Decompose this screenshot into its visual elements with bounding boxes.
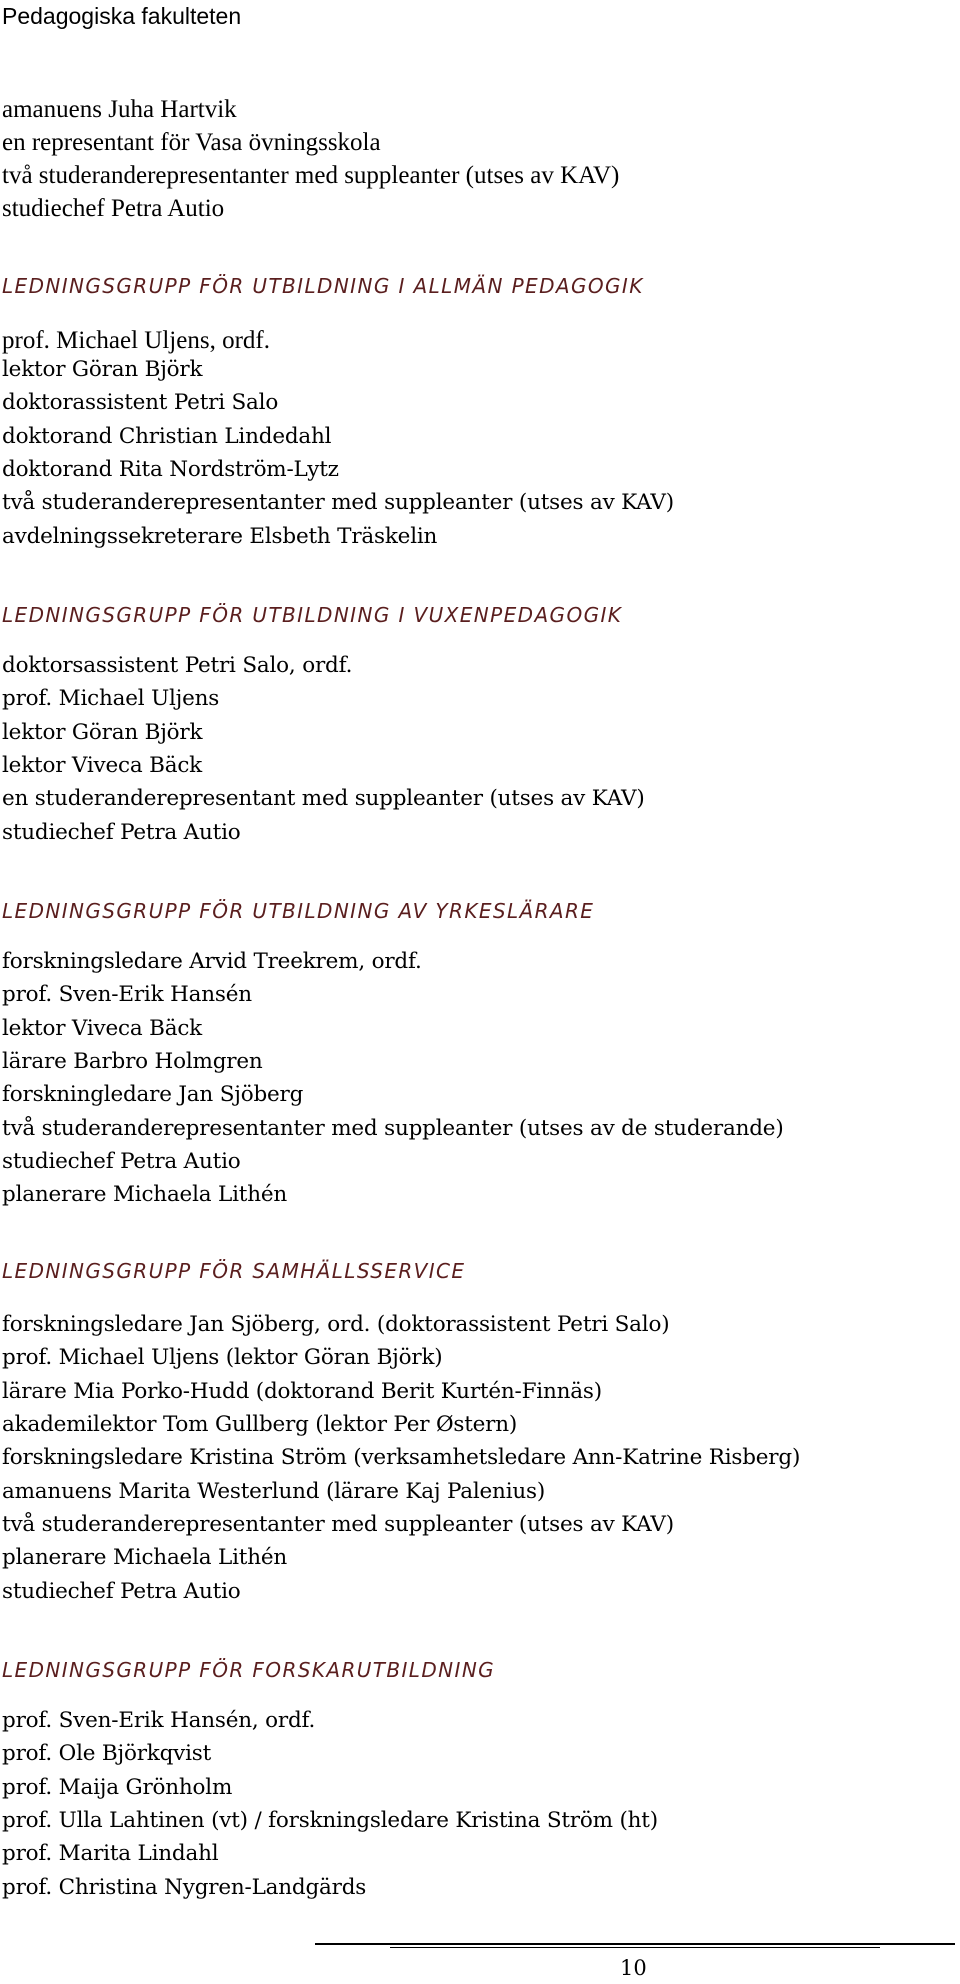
member-line: doktorand Rita Nordström-Lytz <box>2 457 339 482</box>
member-line: två studeranderepresentanter med suppleanter (utses av de studerande) <box>2 1116 784 1141</box>
member-line: två studeranderepresentanter med suppleanter (utses av KAV) <box>2 1512 674 1537</box>
footer-rule-bottom <box>390 1947 880 1948</box>
member-line: amanuens Marita Westerlund (lärare Kaj Palenius) <box>2 1479 546 1504</box>
member-line: forskningsledare Jan Sjöberg, ord. (doktorassistent Petri Salo) <box>2 1312 670 1337</box>
intro-member: studiechef Petra Autio <box>2 195 225 222</box>
member-line: lektor Viveca Bäck <box>2 753 202 778</box>
member-line: lektor Göran Björk <box>2 720 203 745</box>
member-line: prof. Sven-Erik Hansén, ordf. <box>2 1708 316 1733</box>
member-line: prof. Maija Grönholm <box>2 1775 233 1800</box>
member-line: planerare Michaela Lithén <box>2 1545 288 1570</box>
footer-rule-top <box>315 1943 955 1945</box>
member-line: forskningsledare Kristina Ström (verksamhetsledare Ann-Katrine Risberg) <box>2 1445 801 1470</box>
page-number: 10 <box>620 1956 647 1980</box>
member-line: prof. Ole Björkqvist <box>2 1741 212 1766</box>
member-line: prof. Michael Uljens, ordf. <box>2 327 270 354</box>
member-line: studiechef Petra Autio <box>2 1579 241 1604</box>
intro-member: en representant för Vasa övningsskola <box>2 129 381 156</box>
intro-member: amanuens Juha Hartvik <box>2 96 237 123</box>
member-line: lärare Mia Porko-Hudd (doktorand Berit Kurtén-Finnäs) <box>2 1379 602 1404</box>
member-line: planerare Michaela Lithén <box>2 1182 288 1207</box>
member-line: forskningsledare Arvid Treekrem, ordf. <box>2 949 422 974</box>
member-line: prof. Marita Lindahl <box>2 1841 219 1866</box>
section-heading-allman-pedagogik: LEDNINGSGRUPP FÖR UTBILDNING I ALLMÄN PEDAGOGIK <box>2 274 644 298</box>
member-line: studiechef Petra Autio <box>2 1149 241 1174</box>
member-line: prof. Michael Uljens <box>2 686 220 711</box>
member-line: doktorand Christian Lindedahl <box>2 424 332 449</box>
member-line: prof. Ulla Lahtinen (vt) / forskningsledare Kristina Ström (ht) <box>2 1808 658 1833</box>
section-heading-vuxenpedagogik: LEDNINGSGRUPP FÖR UTBILDNING I VUXENPEDAGOGIK <box>2 603 623 627</box>
intro-member: två studeranderepresentanter med suppleanter (utses av KAV) <box>2 162 620 189</box>
member-line: prof. Sven-Erik Hansén <box>2 982 252 1007</box>
section-heading-samhallsservice: LEDNINGSGRUPP FÖR SAMHÄLLSSERVICE <box>2 1259 466 1283</box>
member-line: doktorassistent Petri Salo <box>2 390 279 415</box>
section-heading-forskarutbildning: LEDNINGSGRUPP FÖR FORSKARUTBILDNING <box>2 1658 496 1682</box>
member-line: avdelningssekreterare Elsbeth Träskelin <box>2 524 438 549</box>
member-line: lärare Barbro Holmgren <box>2 1049 263 1074</box>
member-line: akademilektor Tom Gullberg (lektor Per Østern) <box>2 1412 518 1437</box>
member-line: en studeranderepresentant med suppleanter (utses av KAV) <box>2 786 645 811</box>
member-line: doktorsassistent Petri Salo, ordf. <box>2 653 353 678</box>
section-heading-yrkeslarare: LEDNINGSGRUPP FÖR UTBILDNING AV YRKESLÄRARE <box>2 899 595 923</box>
member-line: prof. Christina Nygren-Landgärds <box>2 1875 367 1900</box>
member-line: forskningledare Jan Sjöberg <box>2 1082 304 1107</box>
member-line: lektor Göran Björk <box>2 357 203 382</box>
member-line: lektor Viveca Bäck <box>2 1016 202 1041</box>
member-line: prof. Michael Uljens (lektor Göran Björk) <box>2 1345 443 1370</box>
member-line: två studeranderepresentanter med suppleanter (utses av KAV) <box>2 490 674 515</box>
faculty-header: Pedagogiska fakulteten <box>2 3 242 29</box>
member-line: studiechef Petra Autio <box>2 820 241 845</box>
